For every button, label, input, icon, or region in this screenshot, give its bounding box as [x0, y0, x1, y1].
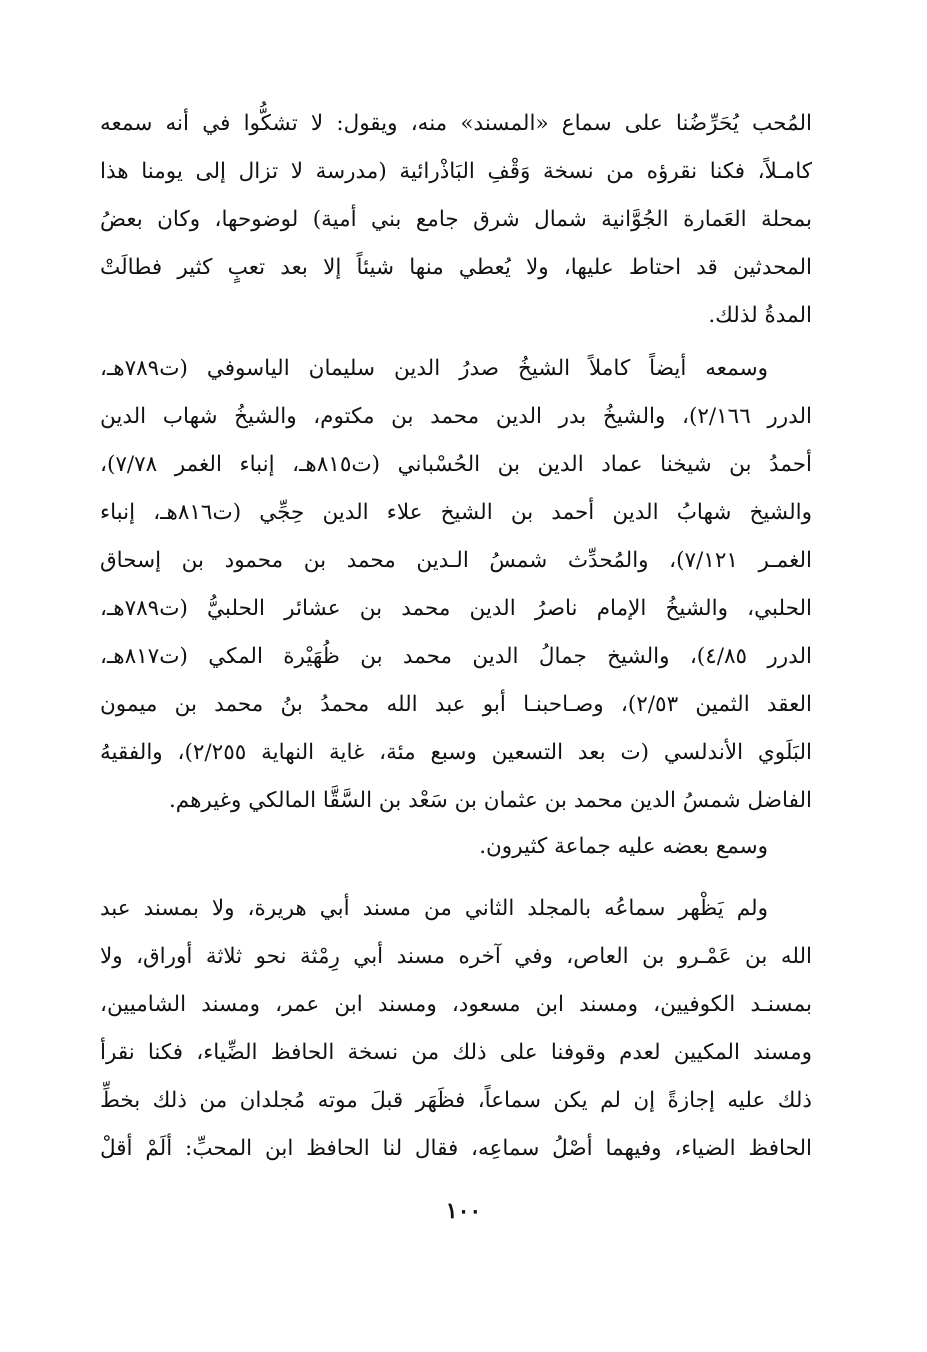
text-line: الفاضل شمسُ الدين محمد بن عثمان بن سَعْد بن السَّقَّا المالكي وغيرهم.	[168, 788, 812, 813]
page-number: ١٠٠	[445, 1198, 482, 1224]
text-line: المحدثين قد احتاط عليها، ولا يُعطي منها شيئاً إلا بعد تعبٍ كثير فطالَتْ	[100, 255, 812, 280]
paragraph-2	[100, 345, 812, 825]
text-line: بمحلة العَمارة الجُوَّانية شمال شرق جامع بني أمية) لوضوحها، وكان بعضُ	[100, 207, 812, 232]
text-line: بمسنـد الكوفيين، ومسند ابن مسعود، ومسند ابن عمر، ومسند الشاميين،	[100, 992, 812, 1017]
text-line: الحافظ الضياء، وفيهما أصْلُ سماعِه، فقال لنا الحافظ ابن المحبِّ: ألَمْ أقلْ	[100, 1136, 812, 1161]
text-line: الغمـر ٧/١٢١)، والمُحدِّث شمسُ الـدين محمد بن محمود بن إسحاق	[100, 548, 812, 573]
text-line: والشيخ شهابُ الدين أحمد بن الشيخ علاء الدين حِجِّي (ت٨١٦هـ، إنباء	[100, 500, 812, 525]
text-line: أحمدُ بن شيخنا عماد الدين بن الحُسْباني (ت٨١٥هـ، إنباء الغمر ٧/٧٨)،	[100, 452, 812, 477]
paragraph-1	[100, 100, 812, 340]
text-line: الله بن عَمْـرو بن العاص، وفي آخره مسند أبي رِمْثة نحو ثلاثة أوراق، ولا	[100, 944, 812, 969]
text-line: الدرر ٤/٨٥)، والشيخ جمالُ الدين محمد بن ظُهَيْرة المكي (ت٨١٧هـ،	[100, 644, 812, 669]
text-line: وسمع بعضه عليه جماعة كثيرون.	[479, 834, 768, 859]
text-line: العقد الثمين ٢/٥٣)، وصـاحبنـا أبو عبد الله محمدُ بنُ محمد بن ميمون	[100, 692, 812, 717]
paragraph-4	[100, 885, 812, 1173]
text-line: ولم يَظْهر سماعُه بالمجلد الثاني من مسند أبي هريرة، ولا بمسند عبد	[100, 896, 768, 921]
text-line: ومسند المكيين لعدم وقوفنا على ذلك من نسخة الحافظ الضِّياء، فكنا نقرأ	[100, 1040, 812, 1065]
paragraph-3	[100, 823, 812, 871]
text-line: المدةُ لذلك.	[708, 303, 812, 328]
text-line: البَلَوي الأندلسي (ت بعد التسعين وسبع مئة، غاية النهاية ٢/٢٥٥)، والفقيهُ	[100, 740, 812, 765]
text-line: وسمعه أيضاً كاملاً الشيخُ صدرُ الدين سليمان الياسوفي (ت٧٨٩هـ،	[100, 356, 768, 381]
text-line: كامـلاً، فكنا نقرؤه من نسخة وَقْفِ البَاذْرائية (مدرسة لا تزال إلى يومنا هذا	[100, 159, 812, 184]
text-line: الحلبي، والشيخُ الإمام ناصرُ الدين محمد بن عشائر الحلبيُّ (ت٧٨٩هـ،	[100, 596, 812, 621]
text-line: الدرر ٢/١٦٦)، والشيخُ بدر الدين محمد بن مكتوم، والشيخُ شهاب الدين	[100, 404, 812, 429]
text-line: ذلك عليه إجازةً إن لم يكن سماعاً، فظَهَر قبلَ موته مُجلدان من ذلك بخطِّ	[100, 1088, 812, 1113]
text-line: المُحب يُحَرِّضُنا على سماع «المسند» منه، ويقول: لا تشكُّوا في أنه سمعه	[100, 111, 812, 136]
